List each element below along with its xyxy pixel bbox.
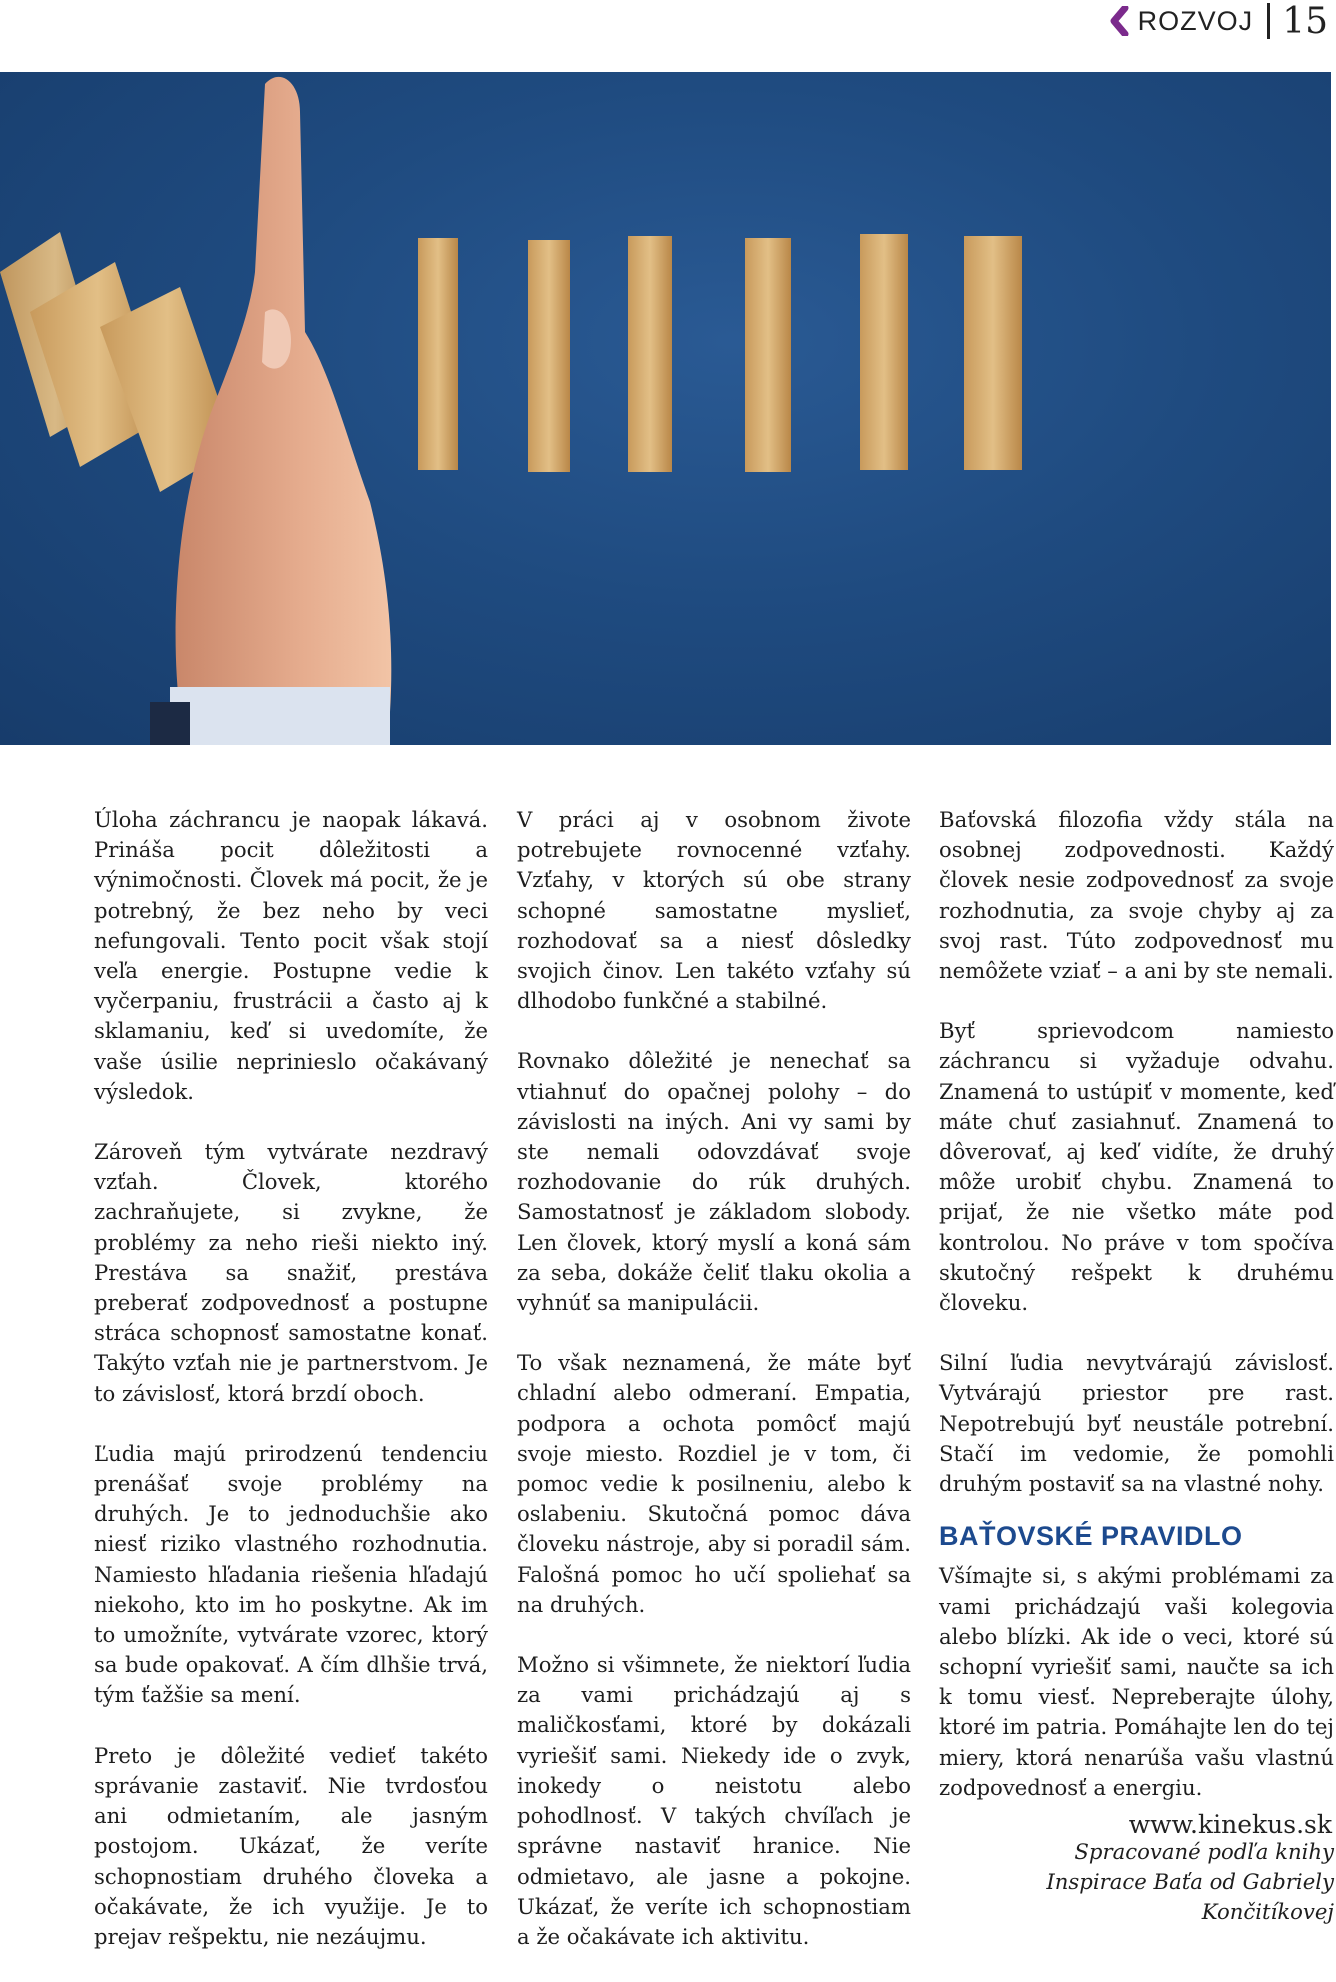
text-column-2	[517, 805, 911, 1982]
header-divider	[1267, 3, 1270, 39]
website-link[interactable]: www.kinekus.sk	[1128, 1810, 1332, 1839]
page-header	[1108, 0, 1328, 42]
paragraph: V práci aj v osobnom živote potrebujete rovnocenné vzťahy. Vzťahy, v ktorých sú obe strany schopné samostatne myslieť, rozhodovať sa a niesť dôsledky svojich činov. Len takéto vzťahy sú dlhodobo funkčné a stabilné.	[517, 807, 911, 1014]
rule-subheading: BAŤOVSKÉ PRAVIDLO	[939, 1521, 1243, 1552]
standing-dominoes	[418, 234, 1022, 472]
paragraph: Silní ľudia nevytvárajú závislosť. Vytvárajú priestor pre rast. Nepotrebujú byť neustále potrební. Stačí im vedomie, že pomohli druhým postaviť sa na vlastné nohy.	[939, 1350, 1334, 1497]
paragraph: To však neznamená, že máte byť chladní alebo odmeraní. Empatia, podpora a ochota pomôcť majú svoje miesto. Rozdiel je v tom, či pomoc vedie k posilneniu, alebo k oslabeniu. Skutočná pomoc dáva človeku nástroje, aby si poradil sám. Falošná pomoc ho učí spoliehať sa na druhých.	[517, 1350, 911, 1617]
rule-paragraph: Všímajte si, s akými problémami za vami prichádzajú vaši kolegovia alebo blízki. Ak ide o veci, ktoré sú schopní vyriešiť sami, naučte sa ich k tomu viesť. Nepreberajte úlohy, ktoré im patria. Pomáhajte len do tej miery, ktorá nenarúša vašu vlastnú zodpovednosť a energiu.	[939, 1563, 1334, 1800]
credit-line: Spracované podľa knihy	[1074, 1839, 1334, 1865]
paragraph: Byť sprievodcom namiesto záchrancu si vyžaduje odvahu. Znamená to ustúpiť v momente, keď máte chuť zasiahnuť. Znamená to dôverovať, aj keď vidíte, že druhý môže urobiť chybu. Znamená to prijať, že nie všetko máte pod kontrolou. No práve v tom spočíva skutočný rešpekt k druhému človeku.	[939, 1018, 1334, 1316]
paragraph: Možno si všimnete, že niektorí ľudia za vami prichádzajú aj s maličkosťami, ktoré by dokázali vyriešiť sami. Niekedy ide o zvyk, inokedy o neistotu alebo pohodlnosť. V takých chvíľach je správne nastaviť hranice. Nie odmietavo, ale jasne a pokojne. Ukázať, že veríte ich schopnostiam a že očakávate ich aktivitu.	[517, 1652, 911, 1949]
source-credit	[939, 1837, 1334, 1927]
text-column-3	[939, 805, 1334, 1927]
section-title: ROZVOJ	[1137, 5, 1254, 36]
paragraph: Preto je dôležité vedieť takéto správanie zastaviť. Nie tvrdosťou ani odmietaním, ale jasným postojom. Ukázať, že veríte schopnostiam druhého človeka a očakávate, že ich využije. Je to prejav rešpektu, nie nezáujmu.	[94, 1742, 488, 1949]
paragraph: Baťovská filozofia vždy stála na osobnej zodpovednosti. Každý človek nesie zodpovednosť za svoje rozhodnutia, za svoje chyby aj za svoj rast. Túto zodpovednosť mu nemôžete vziať – a ani by ste nemali.	[939, 807, 1334, 984]
page-number: 15	[1282, 0, 1328, 42]
paragraph: Zároveň tým vytvárate nezdravý vzťah. Človek, ktorého zachraňujete, si zvykne, že problémy za neho rieši niekto iný. Prestáva sa snažiť, prestáva preberať zodpovednosť a postupne stráca schopnosť samostatne konať. Takýto vzťah nie je partnerstvom. Je to závislosť, ktorá brzdí oboch.	[94, 1139, 488, 1406]
chevron-left-icon	[1108, 6, 1130, 36]
hero-photo	[0, 72, 1331, 745]
paragraph: Úloha záchrancu je naopak lákavá. Prináša pocit dôležitosti a výnimočnosti. Človek má pocit, že je potrebný, že bez neho by veci nefungovali. Tento pocit však stojí veľa energie. Postupne vedie k vyčerpaniu, frustrácii a často aj k sklamaniu, keď si uvedomíte, že vaše úsilie neprinieslo očakávaný výsledok.	[94, 807, 488, 1104]
hand-stopping-dominoes-photo	[0, 72, 1331, 745]
text-column-1	[94, 805, 488, 1982]
paragraph: Rovnako dôležité je nenechať sa vtiahnuť do opačnej polohy – do závislosti na iných. Ani vy sami by ste nemali odovzdávať svoje rozhodovanie do rúk druhých. Samostatnosť je základom slobody. Len človek, ktorý myslí a koná sám za seba, dokáže čeliť tlaku okolia a vyhnúť sa manipulácii.	[517, 1048, 911, 1316]
paragraph: Ľudia majú prirodzenú tendenciu prenášať svoje problémy na druhých. Je to jednoduchšie ako niesť riziko vlastného rozhodnutia. Namiesto hľadania riešenia hľadajú niekoho, kto im ho poskytne. Ak im to umožníte, vytvárate vzorec, ktorý sa bude opakovať. A čím dlhšie trvá, tým ťažšie sa mení.	[94, 1440, 488, 1708]
credit-line: Inspirace Baťa od Gabriely Končitíkovej	[1046, 1869, 1334, 1925]
